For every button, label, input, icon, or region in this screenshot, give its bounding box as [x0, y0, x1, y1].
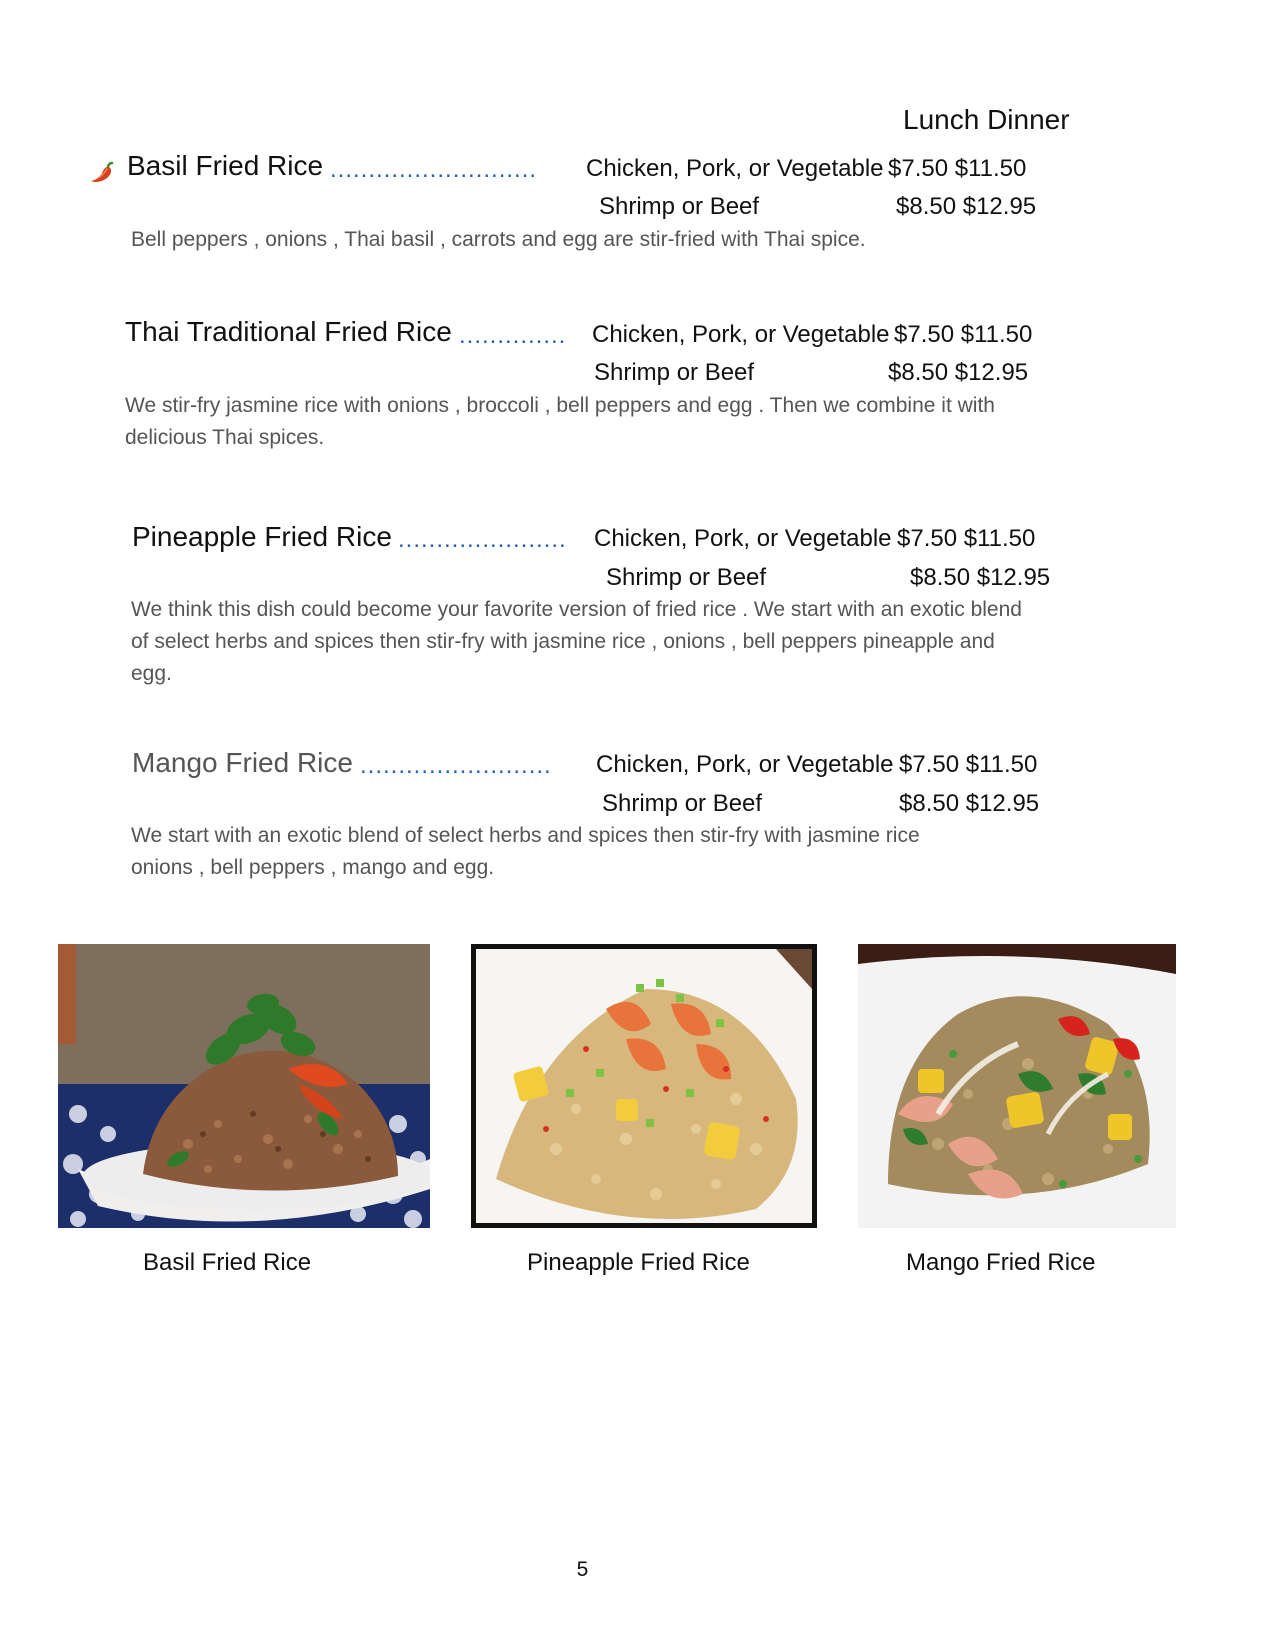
item-option: Chicken, Pork, or Vegetable: [596, 751, 894, 778]
photo-caption: Basil Fried Rice: [143, 1249, 312, 1276]
item-option: Shrimp or Beef: [599, 193, 760, 220]
item-price: $7.50 $11.50: [888, 155, 1027, 182]
item-price: $8.50 $12.95: [910, 564, 1051, 591]
item-price: $8.50 $12.95: [899, 790, 1040, 817]
item-price: $7.50 $11.50: [899, 751, 1038, 778]
dot-leader: ......................: [398, 526, 567, 553]
item-title: Basil Fried Rice: [127, 150, 324, 181]
item-title: Pineapple Fried Rice: [132, 521, 392, 552]
item-description: We start with an exotic blend of select herbs and spices then stir-fry with jasmine rice onions , bell peppers , mango and egg.: [131, 824, 920, 879]
chili-pepper-icon: [88, 158, 118, 188]
pineapple-fried-rice-photo: [471, 944, 817, 1228]
item-option: Chicken, Pork, or Vegetable: [594, 525, 892, 552]
item-option: Shrimp or Beef: [602, 790, 763, 817]
item-option: Chicken, Pork, or Vegetable: [586, 155, 884, 182]
photo-caption: Mango Fried Rice: [906, 1249, 1096, 1276]
item-price: $8.50 $12.95: [896, 193, 1037, 220]
page-number: 5: [576, 1558, 589, 1581]
item-description: We think this dish could become your favorite version of fried rice . We start with an exotic blend of select herbs and spices then stir-fry with jasmine rice , onions , bell peppers pineapple and egg.: [131, 598, 1022, 685]
item-title: Mango Fried Rice: [132, 747, 353, 778]
column-header: Lunch Dinner: [903, 104, 1070, 135]
item-description: We stir-fry jasmine rice with onions , broccoli , bell peppers and egg . Then we combine it with delicious Thai spices.: [125, 394, 995, 449]
item-price: $8.50 $12.95: [888, 359, 1029, 386]
dot-leader: .........................: [360, 752, 552, 779]
dot-leader: ...........................: [330, 156, 538, 183]
item-title: Thai Traditional Fried Rice: [125, 316, 452, 347]
item-description: Bell peppers , onions , Thai basil , carrots and egg are stir-fried with Thai spice.: [131, 228, 866, 251]
item-option: Shrimp or Beef: [606, 564, 767, 591]
item-price: $7.50 $11.50: [897, 525, 1036, 552]
mango-fried-rice-photo: [858, 944, 1176, 1228]
item-option: Shrimp or Beef: [594, 359, 755, 386]
item-price: $7.50 $11.50: [894, 321, 1033, 348]
photo-caption: Pineapple Fried Rice: [527, 1249, 750, 1276]
basil-fried-rice-photo: [58, 944, 430, 1228]
dot-leader: ..............: [459, 322, 567, 349]
item-option: Chicken, Pork, or Vegetable: [592, 321, 890, 348]
